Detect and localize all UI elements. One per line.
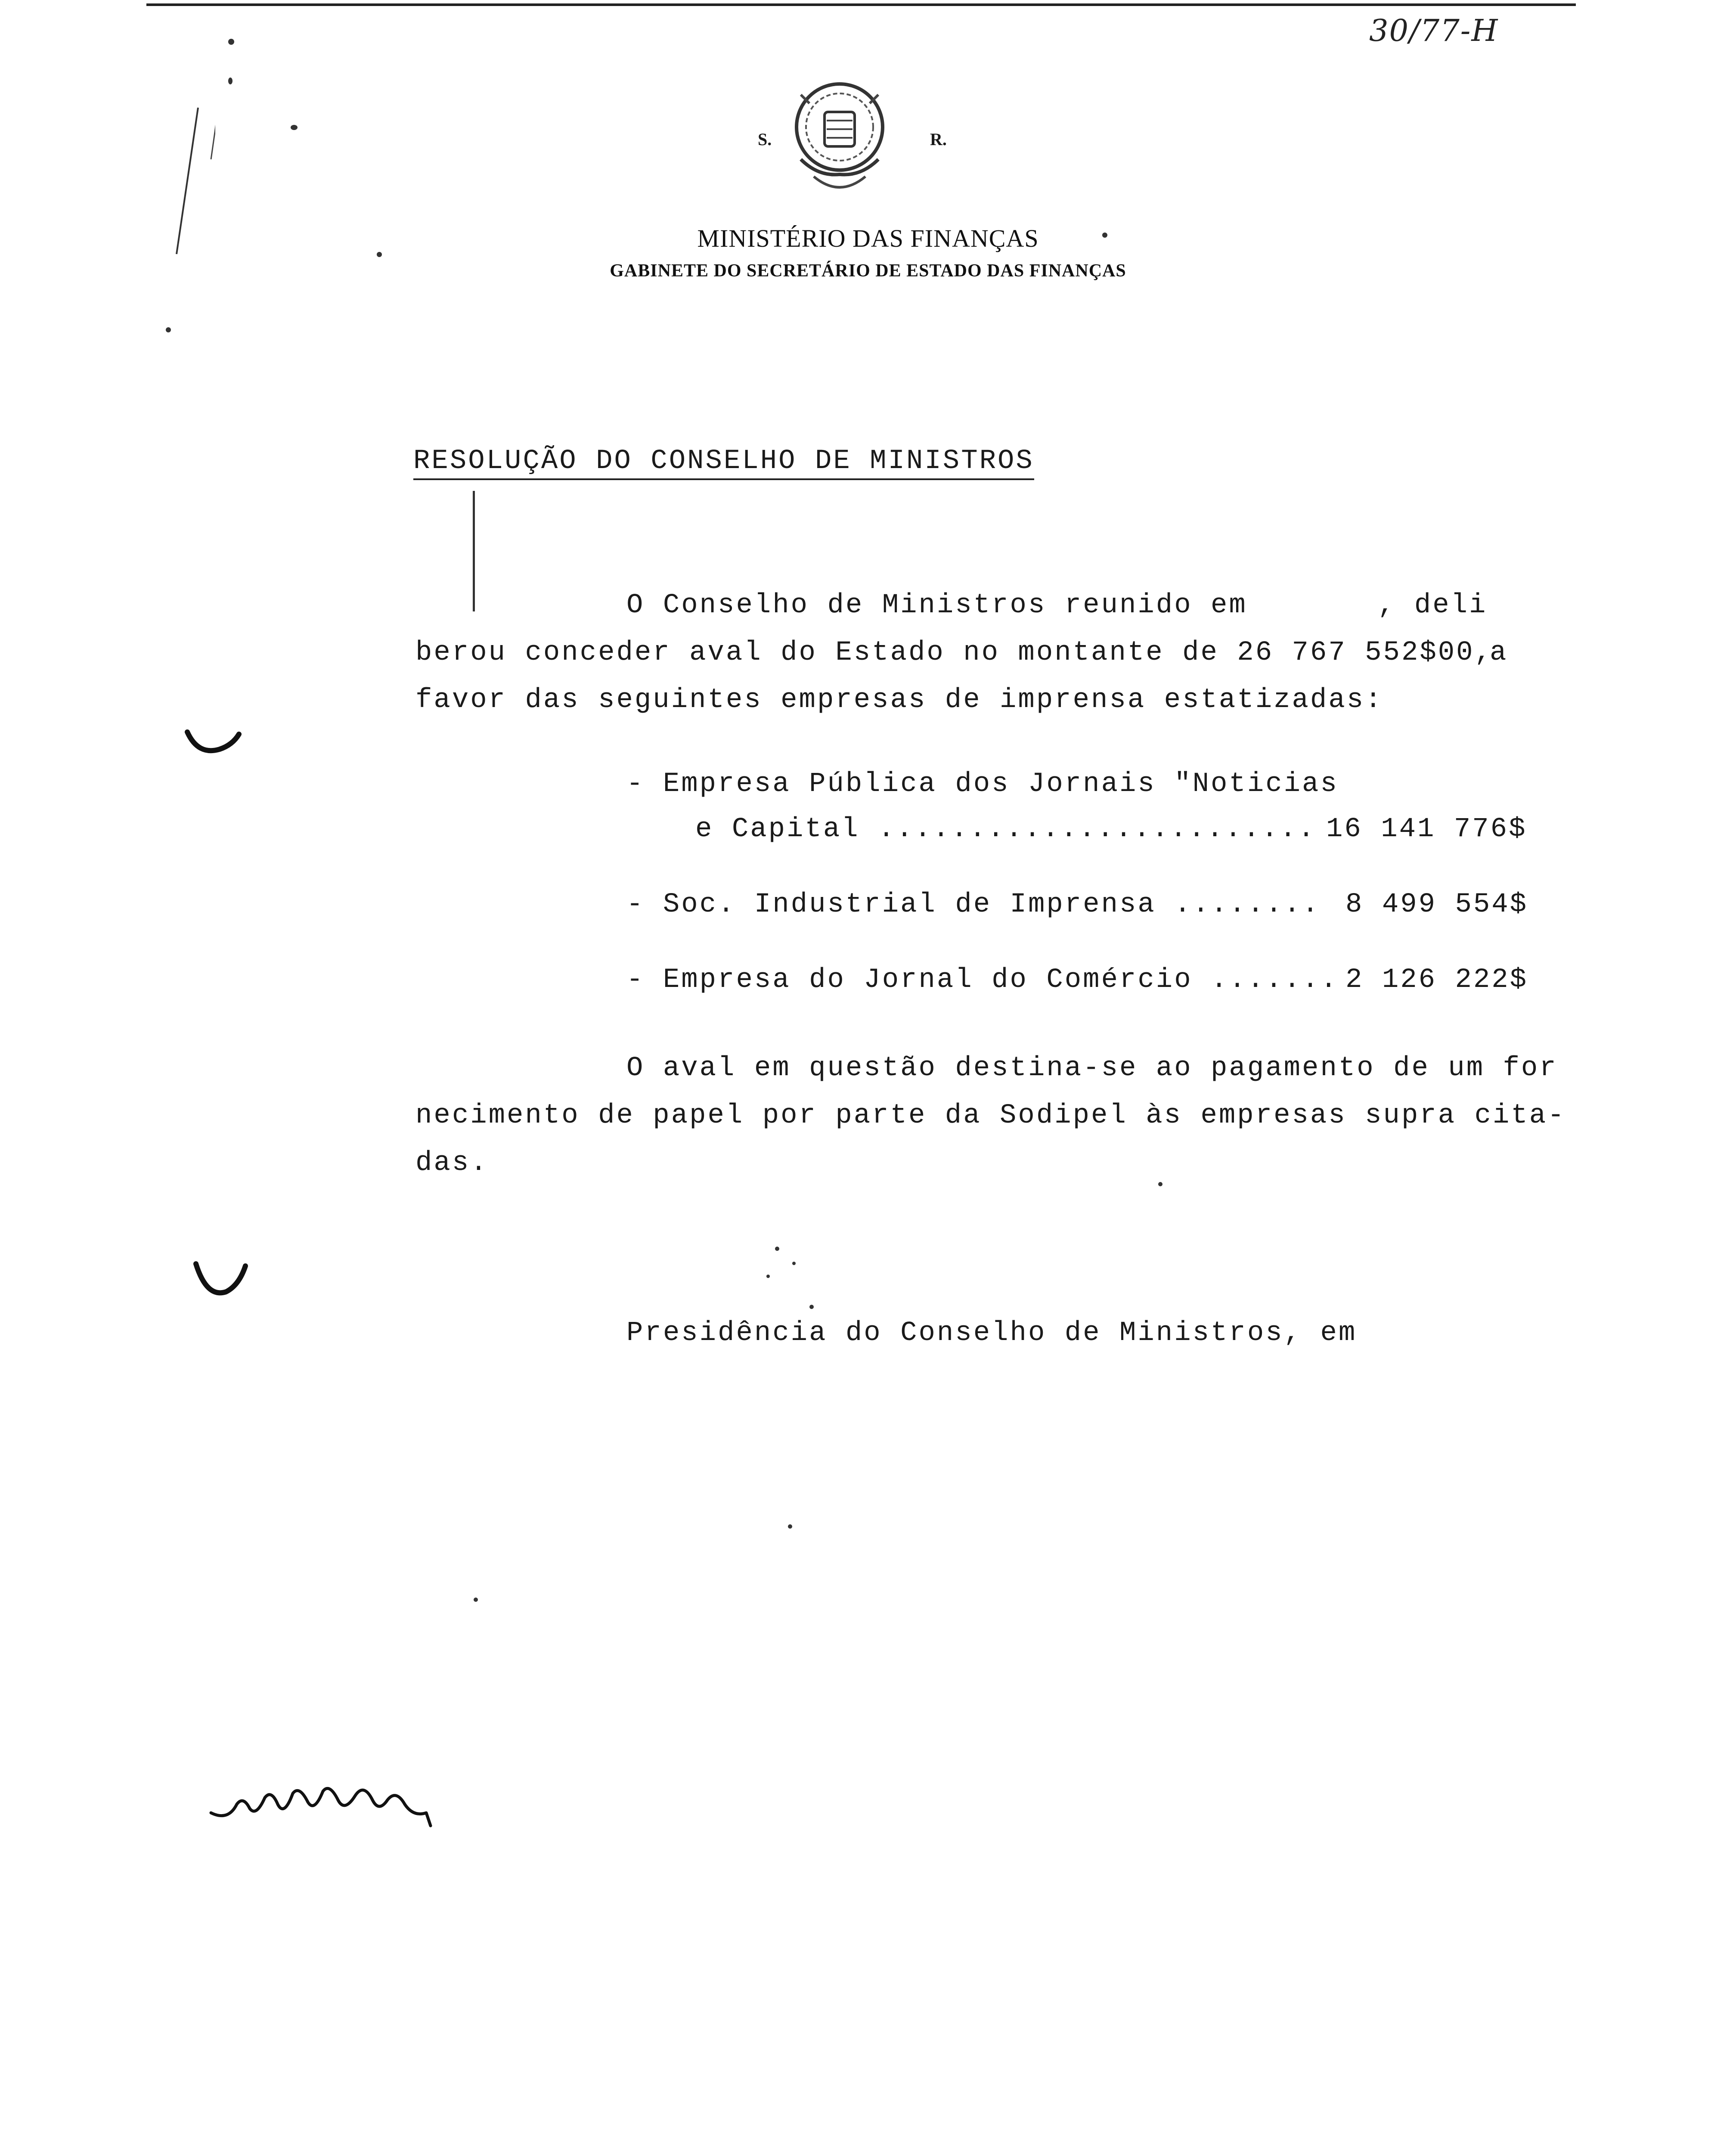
purpose-line-2: necimento de papel por parte da Sodipel às empresas supra cita-	[415, 1100, 1566, 1131]
company-amount: 8 499 554$	[1345, 889, 1528, 920]
company-amount: 2 126 222$	[1345, 965, 1528, 996]
seal-left-letter: S.	[758, 130, 772, 149]
purpose-line-3: das.	[415, 1148, 489, 1179]
scan-speck	[474, 1598, 478, 1602]
archive-reference: 30/77-H	[1369, 13, 1499, 48]
margin-check-icon	[189, 1257, 254, 1305]
company-name: - Soc. Industrial de Imprensa ........	[626, 889, 1321, 920]
scan-speck	[809, 1305, 814, 1309]
coat-of-arms-icon	[784, 78, 896, 202]
intro-line-2: berou conceder aval do Estado no montante de 26 767 552$00,	[415, 637, 1493, 668]
intro-line-3: favor das seguintes empresas de imprensa estatizadas:	[415, 685, 1383, 716]
closing-line: Presidência do Conselho de Ministros, em	[626, 1318, 1357, 1349]
company-amount: 16 141 776$	[1326, 814, 1527, 845]
scan-speck	[1102, 233, 1107, 238]
purpose-line-1: O aval em questão destina-se ao pagamento de um for	[626, 1053, 1558, 1084]
intro-line-1: O Conselho de Ministros reunido em	[626, 590, 1247, 621]
scan-speck	[1158, 1182, 1162, 1186]
intro-line-2-end: a	[1490, 637, 1508, 668]
company-name: - Empresa do Jornal do Comércio .......	[626, 965, 1339, 996]
scan-speck	[788, 1524, 792, 1529]
intro-line-1-end: , deli	[1378, 590, 1488, 621]
seal-right-letter: R.	[930, 130, 947, 149]
top-rule	[146, 3, 1576, 6]
cabinet-name: GABINETE DO SECRETÁRIO DE ESTADO DAS FINANÇAS	[610, 261, 1126, 281]
scan-speck	[377, 252, 382, 257]
scan-speck	[228, 78, 232, 84]
document-heading: RESOLUÇÃO DO CONSELHO DE MINISTROS	[413, 446, 1034, 480]
company-name-cont: e Capital ........................	[695, 814, 1316, 845]
handwritten-initials-icon	[202, 1748, 443, 1834]
margin-pencil-marks	[151, 73, 215, 267]
scan-speck	[775, 1247, 779, 1251]
company-name: - Empresa Pública dos Jornais "Noticias	[626, 769, 1339, 800]
scan-speck	[166, 327, 171, 332]
scan-speck	[228, 39, 234, 45]
margin-mark	[473, 491, 475, 611]
margin-check-icon	[181, 723, 245, 762]
ministry-name: MINISTÉRIO DAS FINANÇAS	[697, 224, 1039, 252]
scan-speck	[792, 1262, 796, 1265]
scan-speck	[766, 1275, 770, 1278]
scan-speck	[291, 125, 298, 130]
